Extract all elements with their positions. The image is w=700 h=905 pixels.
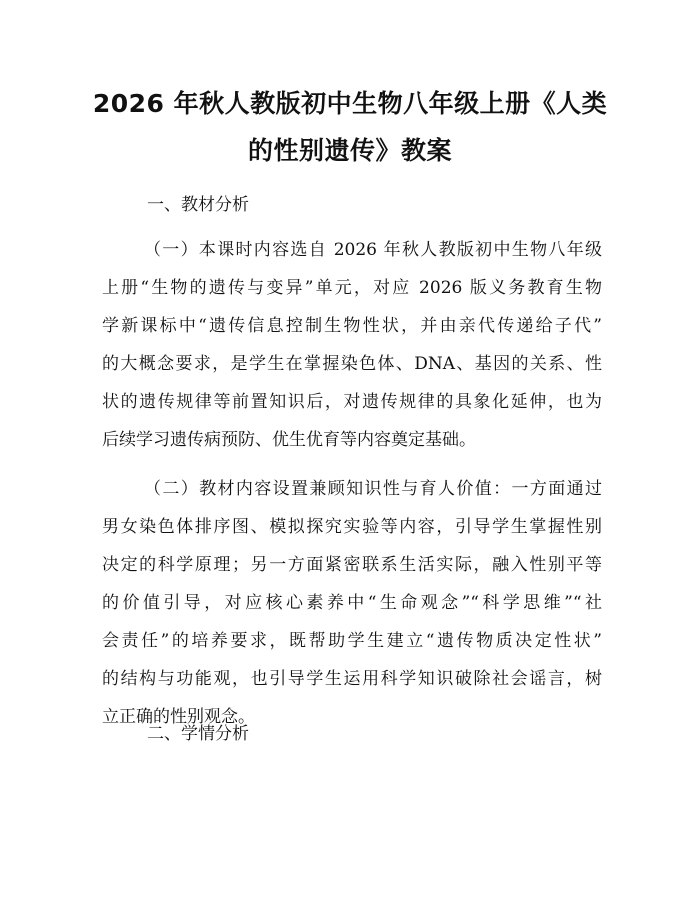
- paragraph-line: （二）教材内容设置兼顾知识性与育人价值：一方面通过: [144, 479, 602, 499]
- paragraph-line: 后续学习遗传病预防、优生优育等内容奠定基础。: [102, 430, 476, 450]
- paragraph-line: 学新课标中“遗传信息控制生物性状，并由亲代传递给子代”: [102, 316, 602, 336]
- paragraph-line: 男女染色体排序图、模拟探究实验等内容，引导学生掌握性别: [102, 517, 602, 537]
- paragraph-line: 决定的科学原理；另一方面紧密联系生活实际，融入性别平等: [102, 555, 602, 575]
- paragraph-line: 的价值引导，对应核心素养中“生命观念”“科学思维”“社: [102, 593, 602, 613]
- section-heading-student-analysis: 二、学情分析: [147, 724, 249, 744]
- document-title-line-2: 的性别遗传》教案: [247, 136, 452, 165]
- section-heading-textbook-analysis: 一、教材分析: [147, 195, 249, 215]
- paragraph-line: 上册“生物的遗传与变异”单元，对应 2026 版义务教育生物: [102, 278, 602, 298]
- paragraph-line: 立正确的性别观念。: [102, 707, 255, 727]
- paragraph-line: （一）本课时内容选自 2026 年秋人教版初中生物八年级: [144, 240, 602, 260]
- paragraph-line: 的结构与功能观，也引导学生运用科学知识破除社会谣言，树: [102, 669, 602, 689]
- paragraph-line: 会责任”的培养要求，既帮助学生建立“遗传物质决定性状”: [102, 631, 602, 651]
- paragraph-line: 的大概念要求，是学生在掌握染色体、DNA、基因的关系、性: [102, 354, 602, 374]
- document-title-line-1: 2026 年秋人教版初中生物八年级上册《人类: [92, 89, 608, 118]
- paragraph-line: 状的遗传规律等前置知识后，对遗传规律的具象化延伸，也为: [102, 392, 602, 412]
